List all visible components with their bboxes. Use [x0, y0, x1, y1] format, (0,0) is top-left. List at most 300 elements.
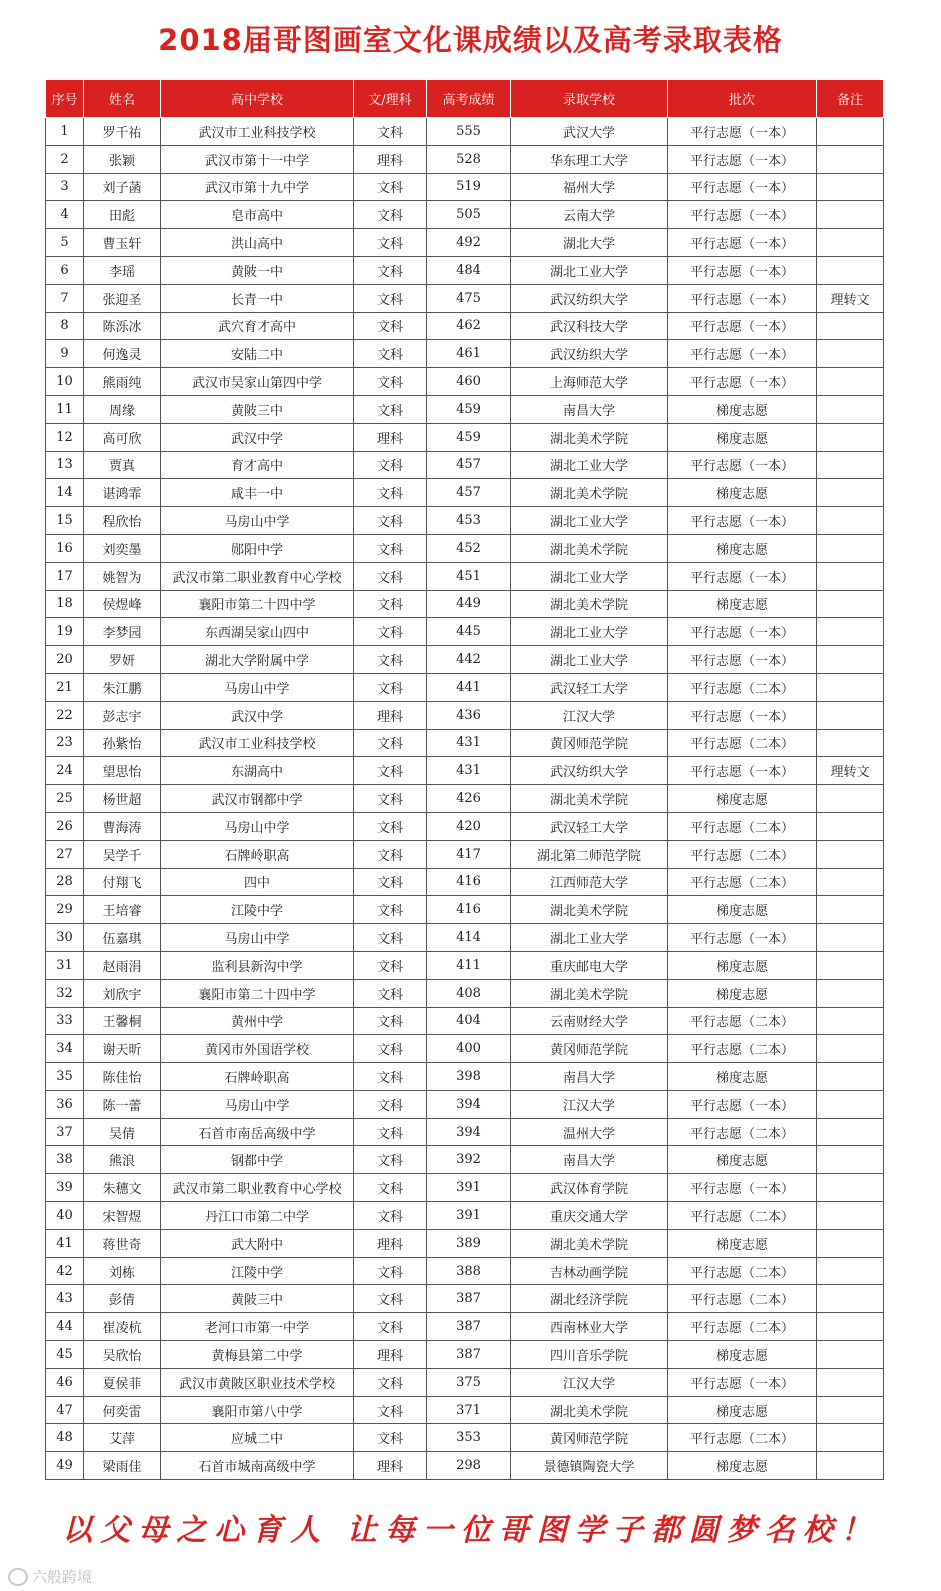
cell-batch: 平行志愿（一本） [668, 256, 817, 284]
cell-remark [817, 1424, 884, 1452]
cell-index: 24 [46, 757, 84, 785]
cell-index: 44 [46, 1313, 84, 1341]
cell-admitted-school: 景德镇陶瓷大学 [511, 1452, 668, 1480]
cell-stream: 文科 [354, 562, 427, 590]
results-table [45, 79, 884, 1480]
cell-high-school: 黄梅县第二中学 [161, 1341, 354, 1369]
cell-admitted-school: 云南大学 [511, 201, 668, 229]
cell-stream: 文科 [354, 1035, 427, 1063]
cell-stream: 文科 [354, 757, 427, 785]
cell-batch: 平行志愿（一本） [668, 924, 817, 952]
cell-admitted-school: 湖北美术学院 [511, 1229, 668, 1257]
cell-remark: 理转文 [817, 757, 884, 785]
table-row [46, 284, 884, 312]
cell-index: 32 [46, 979, 84, 1007]
cell-score: 436 [427, 701, 511, 729]
cell-score: 387 [427, 1341, 511, 1369]
cell-batch: 平行志愿（一本） [668, 118, 817, 146]
cell-score: 388 [427, 1257, 511, 1285]
cell-index: 39 [46, 1174, 84, 1202]
table-row [46, 256, 884, 284]
cell-name: 杨世超 [84, 785, 161, 813]
cell-name: 梁雨佳 [84, 1452, 161, 1480]
cell-name: 刘欣宇 [84, 979, 161, 1007]
cell-admitted-school: 黄冈师范学院 [511, 729, 668, 757]
cell-index: 10 [46, 368, 84, 396]
cell-high-school: 湖北大学附属中学 [161, 646, 354, 674]
cell-index: 26 [46, 812, 84, 840]
cell-admitted-school: 四川音乐学院 [511, 1341, 668, 1369]
cell-score: 431 [427, 757, 511, 785]
cell-remark [817, 201, 884, 229]
table-row [46, 1313, 884, 1341]
cell-batch: 平行志愿（一本） [668, 284, 817, 312]
cell-score: 492 [427, 229, 511, 257]
cell-remark [817, 618, 884, 646]
cell-index: 34 [46, 1035, 84, 1063]
cell-score: 519 [427, 173, 511, 201]
cell-remark [817, 1090, 884, 1118]
cell-admitted-school: 云南财经大学 [511, 1007, 668, 1035]
cell-high-school: 黄州中学 [161, 1007, 354, 1035]
cell-index: 12 [46, 423, 84, 451]
cell-high-school: 丹江口市第二中学 [161, 1202, 354, 1230]
cell-batch: 平行志愿（一本） [668, 1368, 817, 1396]
cell-batch: 平行志愿（一本） [668, 368, 817, 396]
cell-stream: 理科 [354, 1452, 427, 1480]
cell-batch: 平行志愿（一本） [668, 340, 817, 368]
watermark-text: 六般跨境 [32, 1568, 93, 1586]
cell-remark [817, 1146, 884, 1174]
cell-batch: 梯度志愿 [668, 534, 817, 562]
cell-admitted-school: 湖北第二师范学院 [511, 840, 668, 868]
cell-score: 400 [427, 1035, 511, 1063]
cell-remark [817, 729, 884, 757]
cell-name: 周缘 [84, 395, 161, 423]
table-row [46, 1035, 884, 1063]
cell-admitted-school: 湖北美术学院 [511, 979, 668, 1007]
cell-name: 王馨桐 [84, 1007, 161, 1035]
table-body [46, 118, 884, 1480]
cell-batch: 梯度志愿 [668, 479, 817, 507]
cell-stream: 文科 [354, 840, 427, 868]
cell-remark [817, 395, 884, 423]
cell-admitted-school: 湖北工业大学 [511, 507, 668, 535]
cell-stream: 文科 [354, 785, 427, 813]
cell-admitted-school: 湖北工业大学 [511, 924, 668, 952]
cell-index: 47 [46, 1396, 84, 1424]
cell-stream: 文科 [354, 1090, 427, 1118]
cell-admitted-school: 湖北工业大学 [511, 646, 668, 674]
cell-stream: 文科 [354, 395, 427, 423]
table-row [46, 590, 884, 618]
cell-batch: 平行志愿（一本） [668, 646, 817, 674]
table-row [46, 395, 884, 423]
cell-name: 刘子菡 [84, 173, 161, 201]
cell-score: 417 [427, 840, 511, 868]
cell-score: 453 [427, 507, 511, 535]
cell-name: 朱穗文 [84, 1174, 161, 1202]
cell-remark [817, 368, 884, 396]
table-row [46, 1452, 884, 1480]
cell-index: 19 [46, 618, 84, 646]
table-row [46, 562, 884, 590]
table-row [46, 1146, 884, 1174]
table-row [46, 951, 884, 979]
cell-stream: 文科 [354, 118, 427, 146]
cell-score: 459 [427, 423, 511, 451]
cell-score: 426 [427, 785, 511, 813]
cell-name: 赵雨涓 [84, 951, 161, 979]
cell-name: 吴学千 [84, 840, 161, 868]
cell-high-school: 育才高中 [161, 451, 354, 479]
cell-remark [817, 451, 884, 479]
cell-batch: 平行志愿（二本） [668, 868, 817, 896]
cell-admitted-school: 南昌大学 [511, 1146, 668, 1174]
header-name: 姓名 [84, 80, 161, 118]
cell-stream: 文科 [354, 1063, 427, 1091]
cell-admitted-school: 武汉纺织大学 [511, 340, 668, 368]
cell-score: 411 [427, 951, 511, 979]
cell-score: 371 [427, 1396, 511, 1424]
table-row [46, 507, 884, 535]
cell-index: 20 [46, 646, 84, 674]
cell-stream: 文科 [354, 618, 427, 646]
cell-score: 391 [427, 1174, 511, 1202]
slogan-banner: 以父母之心育人 让每一位哥图学子都圆梦名校！ [62, 1513, 879, 1548]
cell-score: 391 [427, 1202, 511, 1230]
cell-remark [817, 173, 884, 201]
cell-score: 387 [427, 1313, 511, 1341]
cell-name: 谢天昕 [84, 1035, 161, 1063]
cell-high-school: 襄阳市第八中学 [161, 1396, 354, 1424]
cell-score: 445 [427, 618, 511, 646]
cell-index: 42 [46, 1257, 84, 1285]
cell-batch: 平行志愿（一本） [668, 173, 817, 201]
cell-name: 曹玉轩 [84, 229, 161, 257]
cell-remark [817, 1174, 884, 1202]
cell-name: 崔凌杭 [84, 1313, 161, 1341]
cell-batch: 平行志愿（二本） [668, 1424, 817, 1452]
cell-name: 朱江鹏 [84, 673, 161, 701]
cell-batch: 平行志愿（二本） [668, 1257, 817, 1285]
cell-batch: 平行志愿（二本） [668, 812, 817, 840]
cell-name: 罗千祐 [84, 118, 161, 146]
cell-batch: 梯度志愿 [668, 951, 817, 979]
cell-admitted-school: 南昌大学 [511, 395, 668, 423]
cell-index: 48 [46, 1424, 84, 1452]
cell-high-school: 黄陂一中 [161, 256, 354, 284]
cell-remark [817, 1452, 884, 1480]
table-row [46, 368, 884, 396]
cell-name: 曹海涛 [84, 812, 161, 840]
cell-high-school: 襄阳市第二十四中学 [161, 979, 354, 1007]
cell-remark [817, 534, 884, 562]
cell-stream: 文科 [354, 1257, 427, 1285]
cell-stream: 文科 [354, 729, 427, 757]
table-row [46, 868, 884, 896]
header-stream: 文/理科 [354, 80, 427, 118]
cell-index: 6 [46, 256, 84, 284]
table-row [46, 1229, 884, 1257]
cell-high-school: 东西湖吴家山四中 [161, 618, 354, 646]
cell-index: 15 [46, 507, 84, 535]
cell-admitted-school: 武汉纺织大学 [511, 284, 668, 312]
cell-remark [817, 1313, 884, 1341]
cell-high-school: 皂市高中 [161, 201, 354, 229]
cell-stream: 文科 [354, 284, 427, 312]
cell-score: 375 [427, 1368, 511, 1396]
cell-high-school: 武大附中 [161, 1229, 354, 1257]
cell-stream: 文科 [354, 507, 427, 535]
watermark-logo-icon [8, 1568, 28, 1586]
cell-admitted-school: 湖北美术学院 [511, 479, 668, 507]
cell-batch: 梯度志愿 [668, 785, 817, 813]
cell-stream: 理科 [354, 701, 427, 729]
cell-stream: 文科 [354, 1368, 427, 1396]
cell-admitted-school: 湖北美术学院 [511, 785, 668, 813]
cell-score: 387 [427, 1285, 511, 1313]
cell-remark [817, 145, 884, 173]
cell-remark [817, 229, 884, 257]
table-row [46, 757, 884, 785]
cell-high-school: 长青一中 [161, 284, 354, 312]
cell-high-school: 洪山高中 [161, 229, 354, 257]
cell-batch: 平行志愿（一本） [668, 757, 817, 785]
table-row [46, 534, 884, 562]
cell-remark [817, 340, 884, 368]
cell-batch: 平行志愿（二本） [668, 729, 817, 757]
cell-index: 23 [46, 729, 84, 757]
cell-admitted-school: 湖北美术学院 [511, 1396, 668, 1424]
cell-high-school: 四中 [161, 868, 354, 896]
table-row [46, 1341, 884, 1369]
cell-stream: 理科 [354, 145, 427, 173]
cell-name: 熊雨纯 [84, 368, 161, 396]
cell-high-school: 黄陂三中 [161, 395, 354, 423]
cell-remark [817, 423, 884, 451]
cell-score: 462 [427, 312, 511, 340]
cell-batch: 平行志愿（二本） [668, 1285, 817, 1313]
cell-batch: 平行志愿（一本） [668, 562, 817, 590]
cell-index: 37 [46, 1118, 84, 1146]
cell-high-school: 黄冈市外国语学校 [161, 1035, 354, 1063]
cell-index: 9 [46, 340, 84, 368]
cell-batch: 平行志愿（二本） [668, 840, 817, 868]
cell-high-school: 马房山中学 [161, 812, 354, 840]
cell-batch: 梯度志愿 [668, 590, 817, 618]
cell-name: 夏侯菲 [84, 1368, 161, 1396]
table-row [46, 229, 884, 257]
cell-high-school: 石牌岭职高 [161, 840, 354, 868]
cell-batch: 平行志愿（一本） [668, 451, 817, 479]
cell-batch: 平行志愿（一本） [668, 229, 817, 257]
cell-stream: 文科 [354, 534, 427, 562]
cell-remark [817, 312, 884, 340]
cell-stream: 文科 [354, 1202, 427, 1230]
cell-stream: 文科 [354, 646, 427, 674]
cell-index: 18 [46, 590, 84, 618]
cell-remark [817, 1396, 884, 1424]
table-row [46, 1424, 884, 1452]
cell-name: 吴欣怡 [84, 1341, 161, 1369]
table-header-row [46, 80, 884, 118]
table-row [46, 840, 884, 868]
cell-score: 392 [427, 1146, 511, 1174]
table-row [46, 924, 884, 952]
cell-batch: 平行志愿（二本） [668, 1035, 817, 1063]
cell-batch: 平行志愿（一本） [668, 312, 817, 340]
cell-admitted-school: 湖北美术学院 [511, 896, 668, 924]
cell-high-school: 武汉市工业科技学校 [161, 118, 354, 146]
cell-stream: 文科 [354, 673, 427, 701]
cell-remark: 理转文 [817, 284, 884, 312]
table-row [46, 618, 884, 646]
cell-high-school: 石牌岭职高 [161, 1063, 354, 1091]
cell-score: 442 [427, 646, 511, 674]
cell-index: 38 [46, 1146, 84, 1174]
cell-remark [817, 1118, 884, 1146]
cell-score: 404 [427, 1007, 511, 1035]
cell-name: 何逸灵 [84, 340, 161, 368]
cell-batch: 梯度志愿 [668, 1396, 817, 1424]
cell-high-school: 马房山中学 [161, 1090, 354, 1118]
cell-name: 陈一蕾 [84, 1090, 161, 1118]
header-admitted-school: 录取学校 [511, 80, 668, 118]
cell-index: 27 [46, 840, 84, 868]
cell-stream: 理科 [354, 1229, 427, 1257]
cell-remark [817, 1007, 884, 1035]
cell-remark [817, 1257, 884, 1285]
cell-index: 16 [46, 534, 84, 562]
cell-batch: 梯度志愿 [668, 1063, 817, 1091]
cell-score: 441 [427, 673, 511, 701]
cell-high-school: 武汉中学 [161, 701, 354, 729]
cell-score: 416 [427, 868, 511, 896]
cell-remark [817, 1229, 884, 1257]
cell-score: 449 [427, 590, 511, 618]
cell-batch: 平行志愿（一本） [668, 1174, 817, 1202]
cell-admitted-school: 湖北美术学院 [511, 534, 668, 562]
cell-remark [817, 256, 884, 284]
cell-remark [817, 118, 884, 146]
cell-high-school: 武汉市钢都中学 [161, 785, 354, 813]
cell-high-school: 武汉市第二职业教育中心学校 [161, 1174, 354, 1202]
table-row [46, 340, 884, 368]
cell-score: 416 [427, 896, 511, 924]
cell-name: 艾萍 [84, 1424, 161, 1452]
cell-index: 25 [46, 785, 84, 813]
table-row [46, 1118, 884, 1146]
cell-score: 459 [427, 395, 511, 423]
cell-stream: 文科 [354, 590, 427, 618]
cell-admitted-school: 黄冈师范学院 [511, 1424, 668, 1452]
cell-stream: 文科 [354, 951, 427, 979]
cell-name: 贾真 [84, 451, 161, 479]
cell-batch: 平行志愿（一本） [668, 507, 817, 535]
table-row [46, 1368, 884, 1396]
cell-admitted-school: 湖北工业大学 [511, 451, 668, 479]
cell-index: 17 [46, 562, 84, 590]
cell-high-school: 郧阳中学 [161, 534, 354, 562]
cell-admitted-school: 湖北工业大学 [511, 562, 668, 590]
cell-batch: 梯度志愿 [668, 1229, 817, 1257]
cell-name: 侯煜峰 [84, 590, 161, 618]
cell-admitted-school: 华东理工大学 [511, 145, 668, 173]
cell-remark [817, 1341, 884, 1369]
cell-admitted-school: 湖北工业大学 [511, 618, 668, 646]
table-row [46, 423, 884, 451]
cell-name: 姚智为 [84, 562, 161, 590]
cell-batch: 梯度志愿 [668, 1452, 817, 1480]
cell-remark [817, 785, 884, 813]
table-row [46, 701, 884, 729]
cell-index: 40 [46, 1202, 84, 1230]
cell-admitted-school: 温州大学 [511, 1118, 668, 1146]
cell-stream: 文科 [354, 340, 427, 368]
cell-name: 张颖 [84, 145, 161, 173]
cell-index: 49 [46, 1452, 84, 1480]
cell-stream: 文科 [354, 451, 427, 479]
cell-remark [817, 868, 884, 896]
cell-remark [817, 840, 884, 868]
cell-name: 罗妍 [84, 646, 161, 674]
page-title: 2018届哥图画室文化课成绩以及高考录取表格 [158, 23, 783, 57]
table-row [46, 1063, 884, 1091]
cell-score: 394 [427, 1118, 511, 1146]
cell-index: 33 [46, 1007, 84, 1035]
cell-remark [817, 1285, 884, 1313]
cell-index: 21 [46, 673, 84, 701]
table-row [46, 1396, 884, 1424]
cell-high-school: 东湖高中 [161, 757, 354, 785]
cell-batch: 梯度志愿 [668, 979, 817, 1007]
cell-index: 14 [46, 479, 84, 507]
cell-batch: 平行志愿（二本） [668, 1007, 817, 1035]
header-score: 高考成绩 [427, 80, 511, 118]
cell-remark [817, 673, 884, 701]
cell-score: 414 [427, 924, 511, 952]
cell-score: 475 [427, 284, 511, 312]
cell-index: 8 [46, 312, 84, 340]
cell-high-school: 江陵中学 [161, 896, 354, 924]
table-row [46, 201, 884, 229]
header-batch: 批次 [668, 80, 817, 118]
cell-high-school: 马房山中学 [161, 924, 354, 952]
cell-score: 298 [427, 1452, 511, 1480]
cell-admitted-school: 武汉轻工大学 [511, 673, 668, 701]
cell-high-school: 武汉市工业科技学校 [161, 729, 354, 757]
cell-batch: 平行志愿（二本） [668, 1202, 817, 1230]
cell-score: 505 [427, 201, 511, 229]
cell-admitted-school: 湖北工业大学 [511, 256, 668, 284]
cell-high-school: 安陆二中 [161, 340, 354, 368]
cell-stream: 文科 [354, 924, 427, 952]
cell-admitted-school: 武汉科技大学 [511, 312, 668, 340]
cell-high-school: 武汉市吴家山第四中学 [161, 368, 354, 396]
cell-admitted-school: 湖北美术学院 [511, 590, 668, 618]
cell-stream: 文科 [354, 312, 427, 340]
cell-score: 451 [427, 562, 511, 590]
cell-high-school: 钢都中学 [161, 1146, 354, 1174]
cell-stream: 文科 [354, 812, 427, 840]
table-row [46, 646, 884, 674]
cell-name: 望思怡 [84, 757, 161, 785]
cell-name: 宋智煜 [84, 1202, 161, 1230]
cell-score: 528 [427, 145, 511, 173]
cell-score: 457 [427, 479, 511, 507]
cell-name: 刘奕墨 [84, 534, 161, 562]
